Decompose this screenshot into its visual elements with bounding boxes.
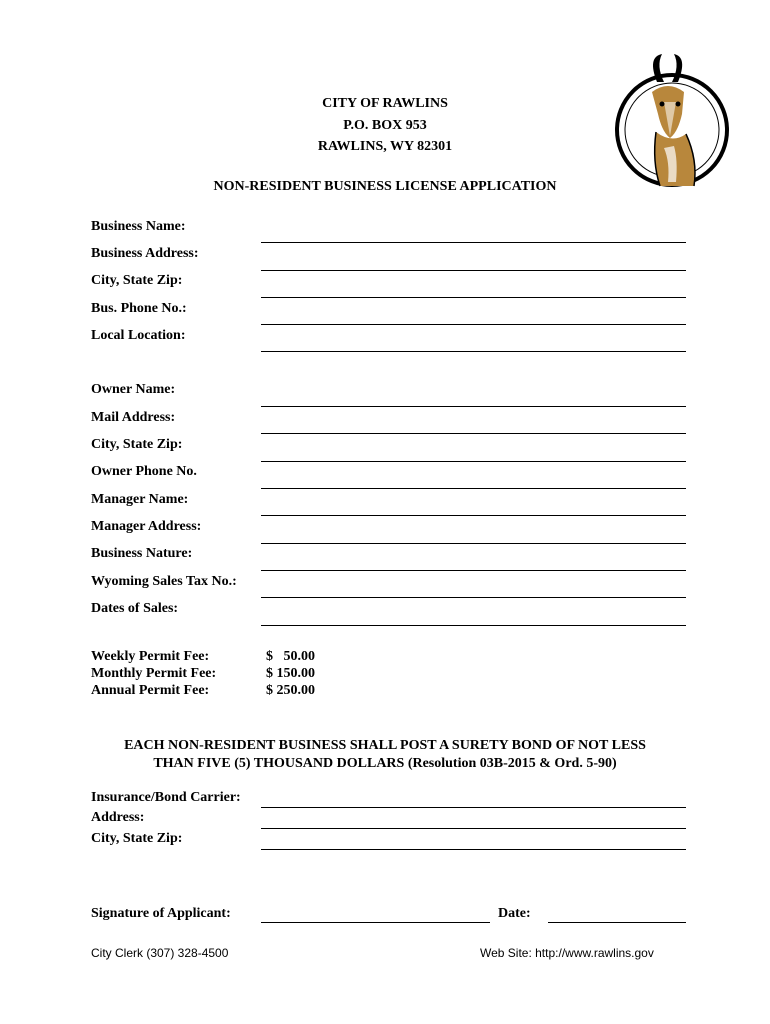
business-address-label: Business Address:: [91, 246, 199, 261]
city-address: RAWLINS, WY 82301: [317, 139, 453, 154]
business-name-label: Business Name:: [91, 219, 186, 234]
local-location-label: Local Location:: [91, 328, 186, 343]
manager-name-field[interactable]: [261, 515, 686, 516]
owner-city-field[interactable]: [261, 461, 686, 462]
weekly-fee-value: $ 50.00: [266, 649, 315, 664]
business-nature-field[interactable]: [261, 570, 686, 571]
mail-address-field[interactable]: [261, 433, 686, 434]
business-city-label: City, State Zip:: [91, 273, 183, 288]
monthly-fee-value: $ 150.00: [266, 666, 315, 681]
owner-phone-field[interactable]: [261, 488, 686, 489]
form-title: NON-RESIDENT BUSINESS LICENSE APPLICATION: [213, 179, 557, 194]
bond-carrier-field[interactable]: [261, 807, 686, 808]
signature-field[interactable]: [261, 922, 490, 923]
mail-address-label: Mail Address:: [91, 410, 176, 425]
city-clerk-phone: City Clerk (307) 328-4500: [91, 946, 229, 960]
owner-name-field[interactable]: [261, 406, 686, 407]
local-location-field[interactable]: [261, 351, 686, 352]
annual-fee-value: $ 250.00: [266, 683, 315, 698]
sales-tax-field[interactable]: [261, 597, 686, 598]
annual-fee-label: Annual Permit Fee:: [91, 683, 210, 698]
date-label: Date:: [498, 906, 531, 921]
business-city-field[interactable]: [261, 297, 686, 298]
manager-name-label: Manager Name:: [91, 492, 189, 507]
owner-city-label: City, State Zip:: [91, 437, 183, 452]
manager-address-label: Manager Address:: [91, 519, 202, 534]
dates-of-sales-field[interactable]: [261, 625, 686, 626]
bond-city-label: City, State Zip:: [91, 831, 183, 846]
business-address-field[interactable]: [261, 270, 686, 271]
city-name: CITY OF RAWLINS: [322, 96, 448, 111]
surety-notice-line1: EACH NON-RESIDENT BUSINESS SHALL POST A SURETY BOND OF NOT LESS: [124, 738, 646, 753]
manager-address-field[interactable]: [261, 543, 686, 544]
date-field[interactable]: [548, 922, 686, 923]
website-link[interactable]: Web Site: http://www.rawlins.gov: [480, 946, 654, 960]
owner-name-label: Owner Name:: [91, 382, 176, 397]
city-seal-icon: [612, 52, 742, 192]
dates-of-sales-label: Dates of Sales:: [91, 601, 179, 616]
business-name-field[interactable]: [261, 242, 686, 243]
bond-city-field[interactable]: [261, 849, 686, 850]
signature-label: Signature of Applicant:: [91, 906, 231, 921]
owner-phone-label: Owner Phone No.: [91, 464, 197, 479]
po-box: P.O. BOX 953: [343, 118, 427, 133]
business-phone-field[interactable]: [261, 324, 686, 325]
surety-notice-line2: THAN FIVE (5) THOUSAND DOLLARS (Resolution 03B-2015 & Ord. 5-90): [153, 756, 617, 771]
sales-tax-label: Wyoming Sales Tax No.:: [91, 574, 237, 589]
bond-carrier-label: Insurance/Bond Carrier:: [91, 790, 241, 805]
business-nature-label: Business Nature:: [91, 546, 193, 561]
business-phone-label: Bus. Phone No.:: [91, 301, 187, 316]
monthly-fee-label: Monthly Permit Fee:: [91, 666, 217, 681]
bond-address-field[interactable]: [261, 828, 686, 829]
weekly-fee-label: Weekly Permit Fee:: [91, 649, 210, 664]
bond-address-label: Address:: [91, 810, 145, 825]
